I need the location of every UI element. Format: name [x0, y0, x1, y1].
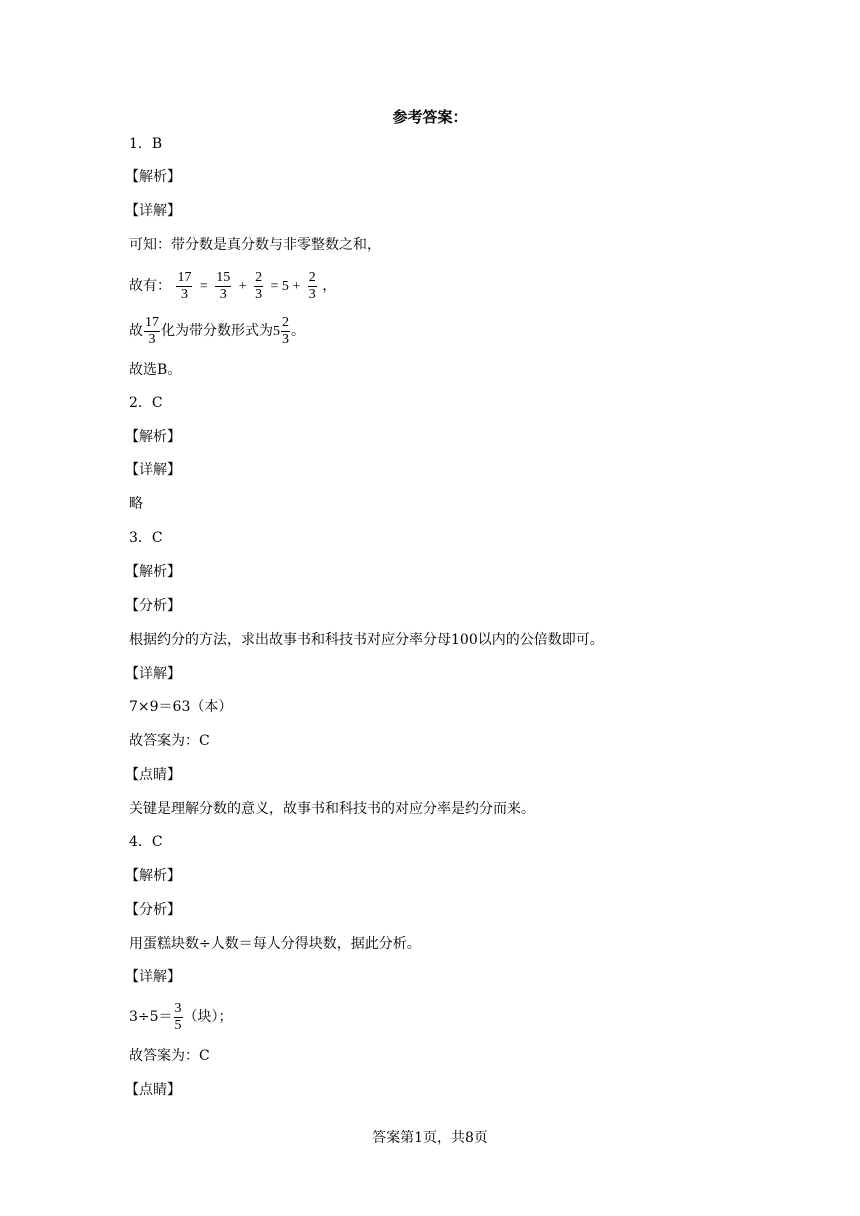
- q1-answer: 1．B: [129, 136, 163, 152]
- q3-fenxi-heading: 【分析】: [125, 598, 181, 614]
- fraction: $\frac{3}{5}$: [174, 1000, 182, 1033]
- q1-analysis-heading: 【解析】: [125, 169, 181, 185]
- q4-calc-prefix: 3÷5＝: [129, 1009, 173, 1025]
- q2-detail-heading: 【详解】: [125, 462, 181, 478]
- q3-fenxi-text: 根据约分的方法，求出故事书和科技书对应分率分母100以内的公倍数即可。: [129, 632, 604, 648]
- q2-answer: 2．C: [129, 395, 163, 411]
- q3-calculation: 7×9＝63（本）: [129, 699, 233, 715]
- q4-detail-heading: 【详解】: [125, 969, 181, 985]
- q1-equation: [129, 266, 336, 307]
- page-footer: 答案第1页，共8页: [372, 1130, 488, 1146]
- equals-sign: =: [199, 279, 208, 294]
- page-title: 参考答案：: [392, 108, 468, 126]
- q1-conv-end: 。: [291, 323, 305, 339]
- q2-text: 略: [129, 496, 143, 512]
- q1-conv-mid: 化为带分数形式为: [161, 323, 273, 339]
- fraction: $\frac{15}{3}$: [216, 269, 231, 302]
- q3-result: 故答案为：C: [129, 733, 210, 749]
- q4-calculation: [129, 997, 233, 1037]
- q4-calc-suffix: （块）；: [183, 1009, 233, 1025]
- q4-dianjing-heading: 【点睛】: [125, 1082, 181, 1098]
- fraction: $\frac{2}{3}$: [282, 314, 289, 347]
- q3-detail-heading: 【详解】: [125, 666, 181, 682]
- q3-dianjing-heading: 【点睛】: [125, 767, 181, 783]
- mixed-whole: 5: [273, 324, 280, 339]
- q1-conv-prefix: 故: [129, 323, 143, 339]
- q4-result: 故答案为：C: [129, 1048, 210, 1064]
- q1-conversion: [129, 311, 305, 352]
- q3-dianjing-text: 关键是理解分数的意义，故事书和科技书的对应分率是约分而来。: [129, 801, 535, 817]
- q4-answer: 4．C: [129, 834, 163, 850]
- q1-selection: 故选B。: [129, 362, 182, 378]
- fraction: $\frac{17}{3}$: [177, 269, 192, 302]
- q1-detail-heading: 【详解】: [125, 203, 181, 219]
- fraction: $\frac{2}{3}$: [308, 269, 316, 302]
- fraction: $\frac{2}{3}$: [255, 269, 263, 302]
- q1-text: 可知：带分数是真分数与非零整数之和，: [129, 237, 381, 253]
- q2-analysis-heading: 【解析】: [125, 429, 181, 445]
- q1-eq-prefix: 故有：: [129, 278, 171, 294]
- q4-fenxi-text: 用蛋糕块数÷人数＝每人分得块数，据此分析。: [129, 936, 421, 952]
- fraction: $\frac{17}{3}$: [145, 314, 159, 347]
- q4-analysis-heading: 【解析】: [125, 868, 181, 884]
- q4-fenxi-heading: 【分析】: [125, 902, 181, 918]
- plus-sign: +: [238, 279, 247, 294]
- q1-eq-end: ，: [322, 278, 337, 294]
- q3-analysis-heading: 【解析】: [125, 564, 181, 580]
- equals-expression: = 5 +: [270, 279, 301, 294]
- q3-answer: 3．C: [129, 530, 163, 546]
